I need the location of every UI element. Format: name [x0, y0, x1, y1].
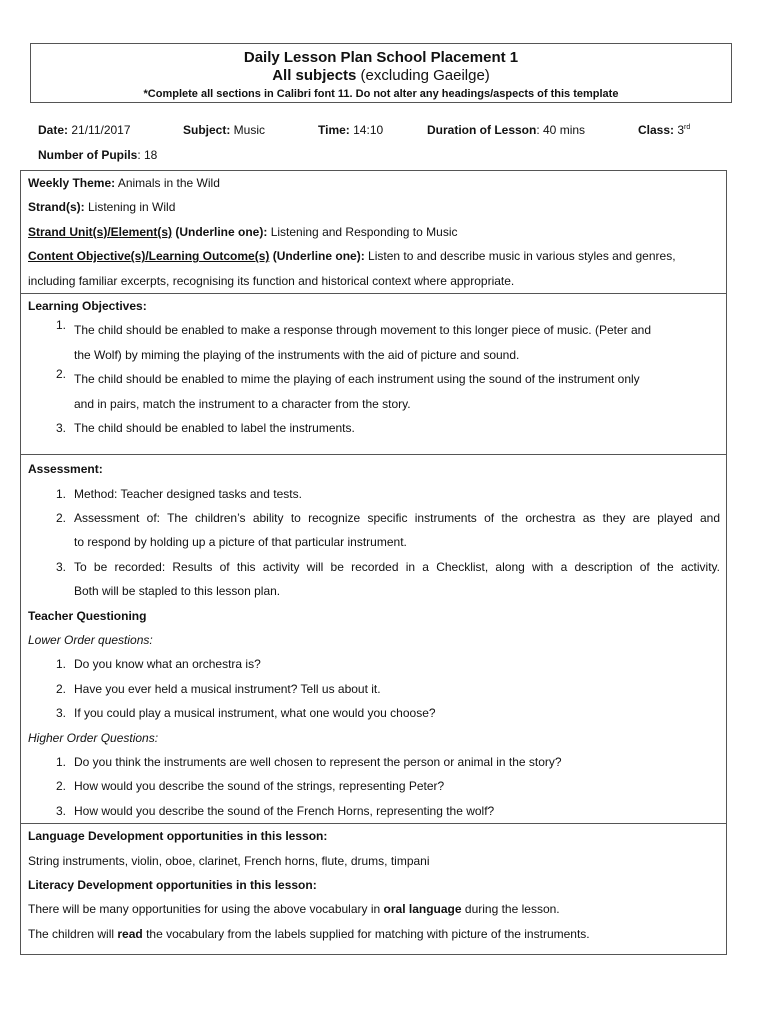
template-instruction: *Complete all sections in Calibri font 11. Do not alter any headings/aspects of this template — [143, 88, 619, 100]
list-item: 1. Do you think the instruments are well chosen to represent the person or animal in the story? — [55, 754, 562, 769]
objectives-heading: Learning Objectives: — [28, 298, 147, 313]
list-item: 1. Do you know what an orchestra is? — [55, 657, 261, 672]
subject-field: Subject: Music — [183, 123, 266, 137]
template-header — [30, 43, 732, 103]
assessment-section — [21, 455, 726, 824]
plan-title: Daily Lesson Plan School Placement 1 — [243, 49, 519, 66]
lower-order-heading: Lower Order questions: — [28, 633, 153, 648]
strand: Strand(s): Listening in Wild — [28, 200, 176, 215]
list-item: 2. Assessment of: The children’s ability to recognize specific instruments of the orchestra as they are played and to respond by holding up a picture of that particular instrument. — [55, 511, 720, 550]
list-item: 3. If you could play a musical instrument, what one would you choose? — [55, 706, 436, 721]
lesson-plan-table — [20, 170, 727, 955]
weekly-theme: Weekly Theme: Animals in the Wild — [28, 176, 220, 190]
questioning-heading: Teacher Questioning — [28, 608, 147, 623]
list-item: 2. How would you describe the sound of the strings, representing Peter? — [55, 779, 445, 794]
content-objective: Content Objective(s)/Learning Outcome(s) (Underline one): Listen to and describe music in various styles and genres, — [28, 249, 676, 264]
date-field: Date: 21/11/2017 — [38, 123, 131, 137]
class-field: Class: 3rd — [638, 123, 691, 137]
language-heading: Language Development opportunities in this lesson: — [28, 829, 328, 844]
literacy-line-1: There will be many opportunities for using the above vocabulary in oral language during the lesson. — [28, 902, 560, 917]
time-field: Time: 14:10 — [318, 123, 384, 137]
pupils-field: Number of Pupils: 18 — [38, 148, 158, 162]
language-section — [21, 824, 726, 955]
list-item: 3. To be recorded: Results of this activity will be recorded in a Checklist, along with a description of the activity. Both will be stapled to this lesson plan. — [55, 559, 720, 599]
list-item: 2. The child should be enabled to mime the playing of each instrument using the sound of the instrument only and in pairs, match the instrument to a character from the story. — [55, 367, 640, 411]
list-item: 3. How would you describe the sound of the French Horns, representing the wolf? — [55, 803, 495, 818]
higher-order-heading: Higher Order Questions: — [28, 730, 159, 745]
literacy-heading: Literacy Development opportunities in this lesson: — [28, 877, 317, 892]
plan-subtitle: All subjects (excluding Gaeilge) — [272, 67, 490, 84]
objectives-section — [21, 294, 726, 455]
strand-unit: Strand Unit(s)/Element(s) (Underline one): Listening and Responding to Music — [28, 224, 458, 239]
theme-section — [21, 171, 726, 294]
assessment-heading: Assessment: — [28, 462, 103, 477]
list-item: 2. Have you ever held a musical instrument? Tell us about it. — [55, 681, 381, 696]
literacy-line-2: The children will read the vocabulary from the labels supplied for matching with picture of the instruments. — [28, 926, 590, 941]
content-objective-cont: including familiar excerpts, recognising its function and historical context where appropriate. — [28, 273, 515, 288]
list-item: 1. The child should be enabled to make a response through movement to this longer piece of music. (Peter and the Wolf) by miming the playing of the instruments with the aid of picture and sound. — [55, 318, 652, 362]
duration-field: Duration of Lesson: 40 mins — [427, 123, 586, 137]
list-item: 3. The child should be enabled to label the instruments. — [55, 420, 355, 435]
language-value: String instruments, violin, oboe, clarinet, French horns, flute, drums, timpani — [28, 853, 430, 868]
list-item: 1. Method: Teacher designed tasks and tests. — [55, 486, 302, 501]
